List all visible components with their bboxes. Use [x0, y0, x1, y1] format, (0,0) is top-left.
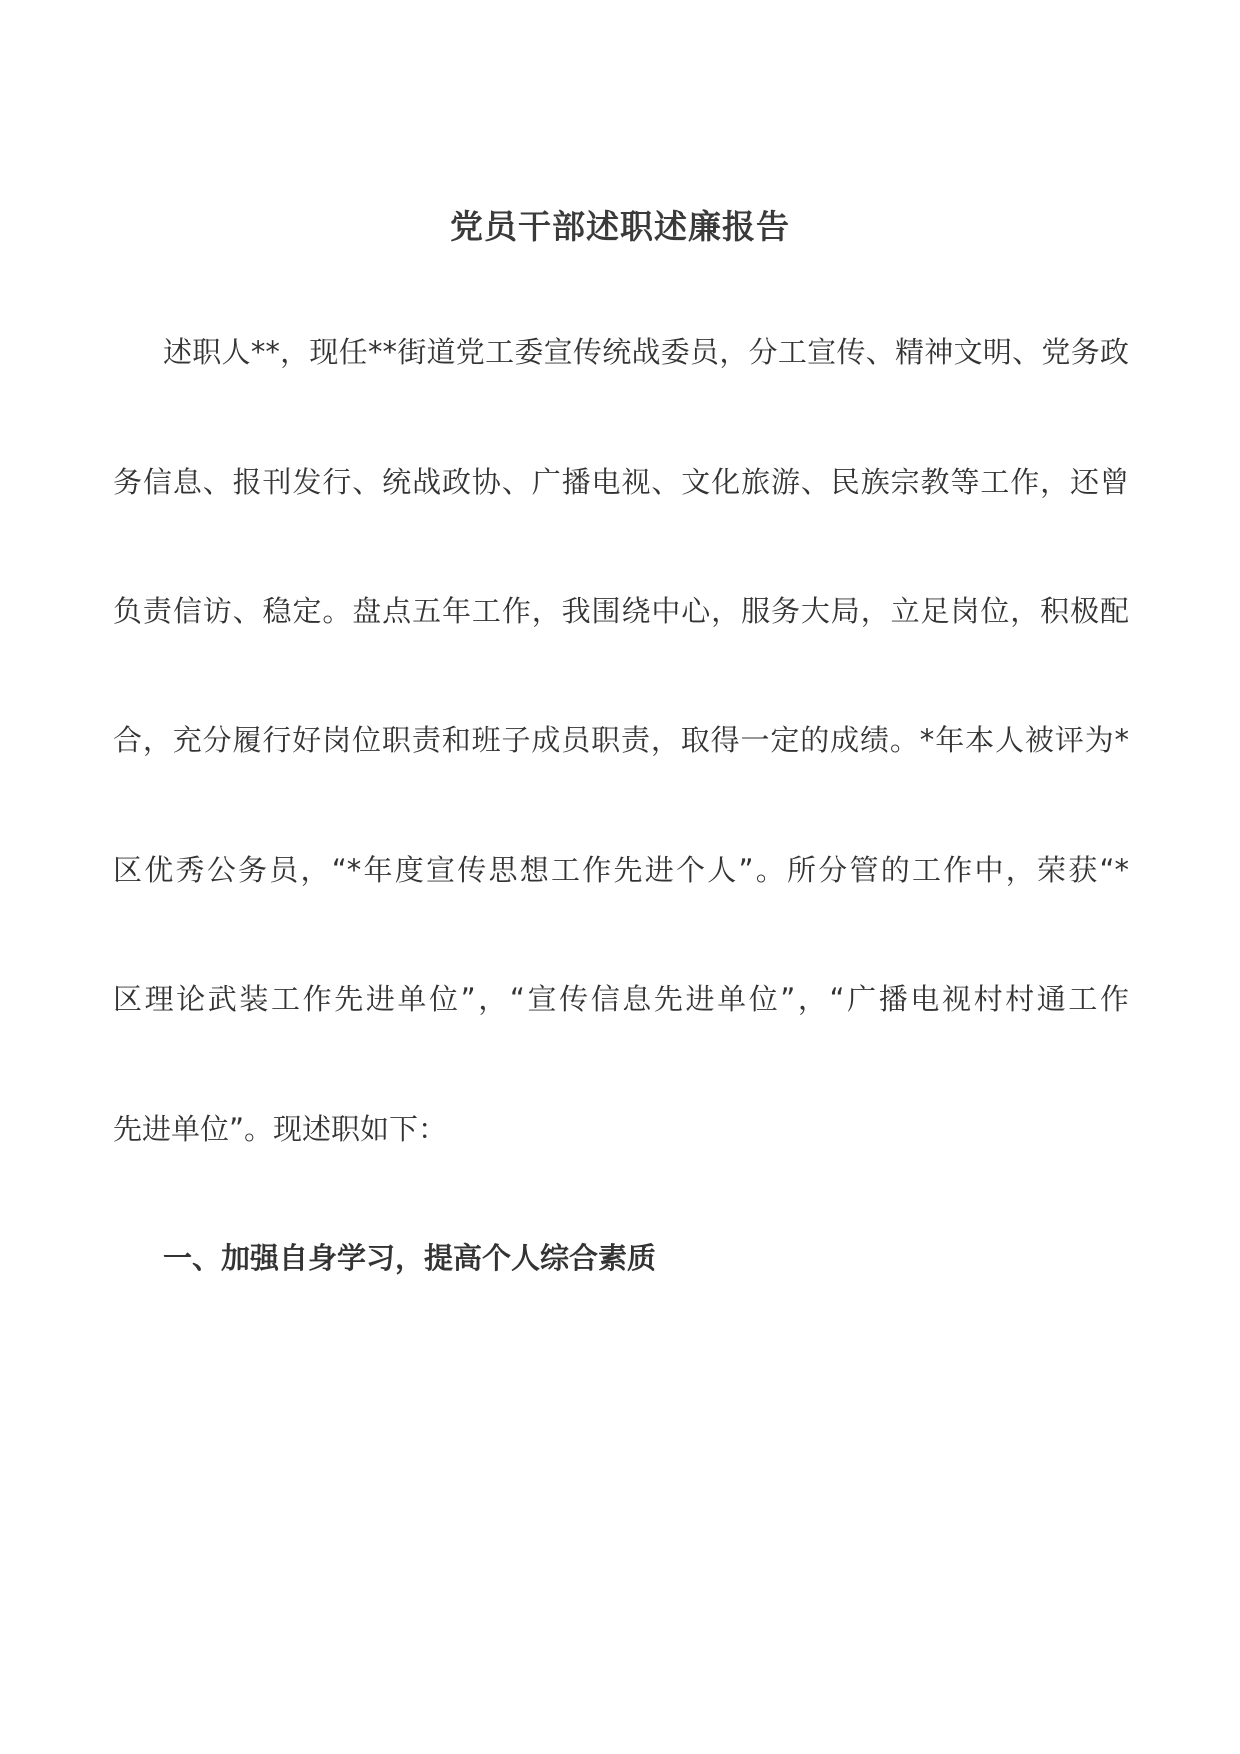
- paragraph-line-1: 述职人**，现任**街道党工委宣传统战委员，分工宣传、精神文明、党务政: [163, 335, 1129, 369]
- paragraph-line-5: 区优秀公务员，“*年度宣传思想工作先进个人”。所分管的工作中，荣获“*: [113, 853, 1129, 887]
- section-heading-1: 一、加强自身学习，提高个人综合素质: [163, 1241, 657, 1275]
- paragraph-line-3: 负责信访、稳定。盘点五年工作，我围绕中心，服务大局，立足岗位，积极配: [113, 594, 1129, 628]
- paragraph-line-2: 务信息、报刊发行、统战政协、广播电视、文化旅游、民族宗教等工作，还曾: [113, 465, 1129, 499]
- paragraph-line-7: 先进单位”。现述职如下：: [113, 1112, 448, 1146]
- document-title: 党员干部述职述廉报告: [450, 207, 790, 246]
- paragraph-line-4: 合，充分履行好岗位职责和班子成员职责，取得一定的成绩。*年本人被评为*: [113, 723, 1129, 757]
- paragraph-line-6: 区理论武装工作先进单位”，“宣传信息先进单位”，“广播电视村村通工作: [113, 982, 1129, 1016]
